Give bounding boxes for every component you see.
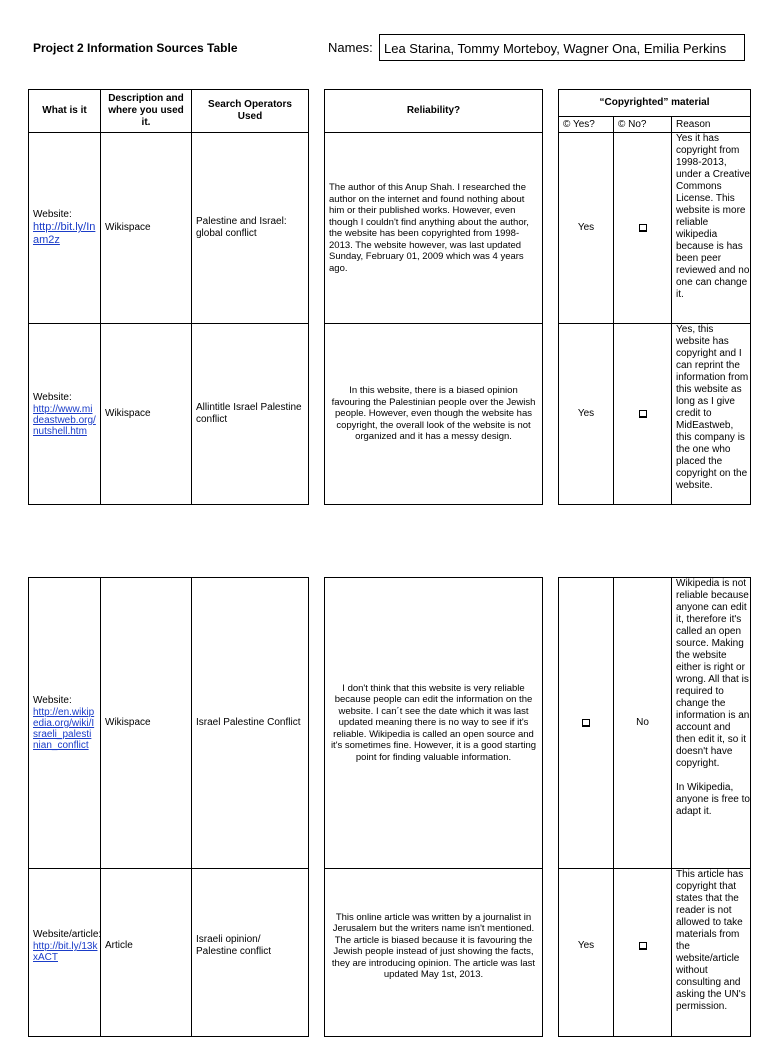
source-link[interactable]: http://en.wikipedia.org/wiki/Israeli_palestinian_conflict — [33, 707, 95, 751]
reason-cell: Yes, this website has copyright and I can reprint the information from this website as long as I give credit to MidEastweb, this company is the one who placed the copyright on the website. — [676, 324, 749, 491]
table-row — [29, 578, 100, 868]
source-link[interactable]: http://bit.ly/13kxACT — [33, 941, 98, 963]
checkbox-icon[interactable] — [639, 942, 647, 950]
header-yes: © Yes? — [563, 118, 595, 130]
checkbox-icon[interactable] — [639, 224, 647, 232]
copyright-yes: Yes — [577, 222, 595, 233]
checkbox-icon[interactable] — [639, 410, 647, 418]
copyright-table-top — [558, 89, 751, 505]
reason-cell: This article has copyright that states that the reader is not allowed to take materials from the website/article without consulting and asking the UN's permission. — [676, 869, 746, 1012]
reliability-cell: The author of this Anup Shah. I researched the author on the internet and found nothing about him or their published works. However, even though I couldn't find anything about the author, the website has been copyrighted from 1998-2013. The website however, was last updated Sunday, February 01, 2009 which was 4 years ago. — [329, 182, 529, 274]
source-link[interactable]: http://bit.ly/Inam2z — [33, 221, 96, 246]
page-title: Project 2 Information Sources Table — [33, 41, 238, 55]
sources-table-top — [28, 89, 309, 505]
names-label: Names: — [328, 40, 373, 55]
reliability-cell: This online article was written by a journalist in Jerusalem but the writers name isn't mentioned. The article is biased because it is favouring the Jewish people instead of just showing the facts, they are introducing opinion. The article was last updated May 1st, 2013. — [331, 911, 536, 980]
reason-cell: Wikipedia is not reliable because anyone can edit it, therefore it's called an open source. Making the website either is right or wrong. All that is required to change the information is an account and then edit it, so it doesn't have copyright. In Wikipedia, anyone is free to adapt it. — [676, 578, 750, 817]
operators-cell: Allintitle Israel Palestine conflict — [196, 402, 302, 425]
copyright-no[interactable] — [614, 324, 671, 504]
operators-cell: Israel Palestine Conflict — [196, 717, 301, 728]
description-cell: Wikispace — [105, 222, 151, 233]
reliability-cell: I don't think that this website is very reliable because people can edit the information on the website. I can´t see the date which it was last updated meaning there is no way to see if it's reliable. Wikipedia is called an open source and it's sometimes fine. However, it is a good starting point for finding valuable information. — [330, 682, 537, 763]
table-row — [29, 133, 100, 323]
copyright-no: No — [636, 717, 649, 728]
what-label: Website: — [33, 209, 72, 220]
operators-cell: Israeli opinion/ Palestine conflict — [196, 934, 272, 957]
what-label: Website: — [33, 391, 72, 403]
header-reliability: Reliability? — [406, 105, 461, 116]
copyright-no[interactable] — [614, 133, 671, 323]
header-description: Description and where you used it. — [108, 93, 184, 128]
operators-cell: Palestine and Israel: global conflict — [196, 216, 287, 239]
header-what: What is it — [42, 105, 87, 116]
header-reason: Reason — [676, 118, 711, 130]
what-label: Website/article: — [33, 929, 102, 940]
source-link[interactable]: http://www.mideastweb.org/nutshell.htm — [33, 403, 96, 437]
reliability-table-top — [324, 89, 543, 505]
copyright-yes: Yes — [577, 940, 595, 951]
table-row — [29, 324, 100, 504]
description-cell: Article — [105, 940, 133, 951]
header-copyright: “Copyrighted” material — [599, 97, 710, 108]
what-label: Website: — [33, 695, 72, 706]
table-row — [29, 869, 100, 1023]
copyright-yes[interactable] — [559, 578, 613, 868]
copyright-no[interactable] — [614, 869, 671, 1023]
reason-cell: Yes it has copyright from 1998-2013, under a Creative Commons License. This website is more reliable wikipedia because is has been peer reviewed and no one can change it. — [676, 133, 750, 300]
sources-table-bottom — [28, 577, 309, 1037]
header-no: © No? — [618, 118, 647, 130]
description-cell: Wikispace — [105, 717, 151, 728]
description-cell: Wikispace — [105, 408, 151, 419]
reliability-table-bottom — [324, 577, 543, 1037]
names-field[interactable]: Lea Starina, Tommy Morteboy, Wagner Ona, Emilia Perkins — [379, 34, 745, 61]
checkbox-icon[interactable] — [582, 719, 590, 727]
reliability-cell: In this website, there is a biased opinion favouring the Palestinian people over the Jewish people. However, even though the website has copyright, the overall look of the website is not organized and it has a messy design. — [331, 385, 536, 443]
copyright-table-bottom — [558, 577, 751, 1037]
copyright-yes: Yes — [577, 408, 595, 419]
header-operators: Search Operators Used — [208, 99, 292, 122]
